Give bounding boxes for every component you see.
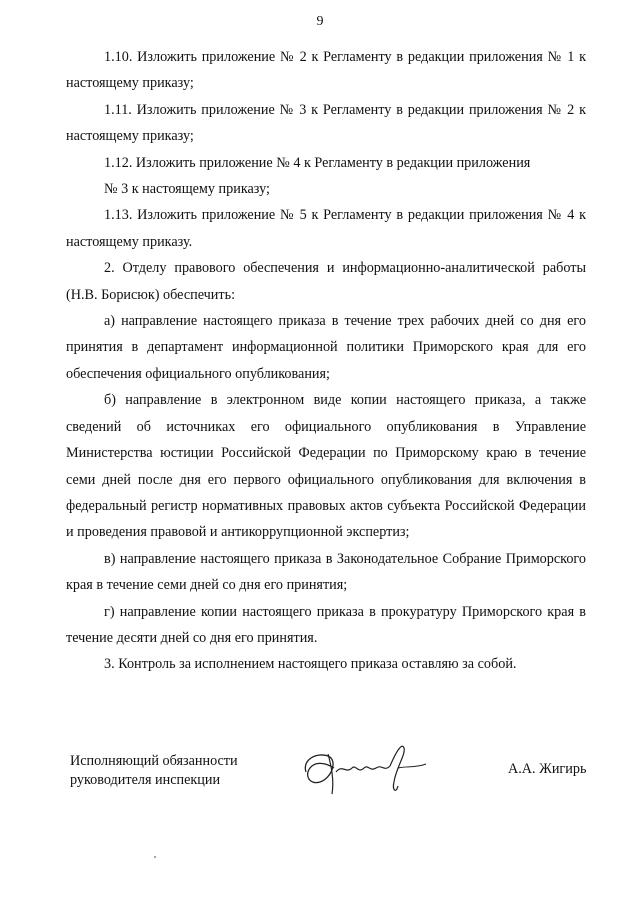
signatory-position xyxy=(70,752,238,790)
paragraph-item-1-12: 1.12. Изложить приложение № 4 к Регламенту в редакции приложения xyxy=(104,154,531,171)
signatory-position-line1: Исполняющий обязанности xyxy=(70,753,238,769)
paragraph-item-1-11: 1.11. Изложить приложение № 3 к Регламенту в редакции приложения № 2 к настоящему приказу; xyxy=(66,101,586,145)
paragraph-item-1-12-continuation: № 3 к настоящему приказу; xyxy=(104,181,270,198)
paragraph-item-1-10: 1.10. Изложить приложение № 2 к Регламенту в редакции приложения № 1 к настоящему приказу; xyxy=(66,49,586,92)
paragraph-item-2-a: а) направление настоящего приказа в течение трех рабочих дней со дня его принятия в департамент информационной политики Приморского края для его обеспечения официального опубликования; xyxy=(66,313,586,382)
page-number: 9 xyxy=(316,14,324,29)
paragraph-item-3: 3. Контроль за исполнением настоящего приказа оставляю за собой. xyxy=(104,656,517,673)
signatory-name: А.А. Жигирь xyxy=(508,761,587,777)
paragraph-item-2: 2. Отделу правового обеспечения и информационно-аналитической работы (Н.В. Борисюк) обеспечить: xyxy=(66,260,586,303)
paragraph-item-1-13: 1.13. Изложить приложение № 5 к Регламенту в редакции приложения № 4 к настоящему приказу. xyxy=(66,207,586,250)
paragraph-item-2-v: в) направление настоящего приказа в Законодательное Собрание Приморского края в течение семи дней со дня его принятия; xyxy=(66,550,586,594)
handwritten-signature xyxy=(298,738,448,798)
paragraph-item-2-g: г) направление копии настоящего приказа в прокуратуру Приморского края в течение десяти дней со дня его принятия. xyxy=(66,603,586,646)
scan-speck xyxy=(154,856,156,858)
document-body xyxy=(66,44,586,678)
signatory-position-line2: руководителя инспекции xyxy=(70,772,221,788)
paragraph-item-2-b: б) направление в электронном виде копии настоящего приказа, а также сведений об источниках его официального опубликования в Управление Министерства юстиции Российской Федерации по Приморскому краю в течение семи дней после дня его первого официального опубликования для включения в федеральный регистр нормативных правовых актов субъекта Российской Федерации и проведения правовой и антикоррупционной экспертиз; xyxy=(66,392,586,541)
